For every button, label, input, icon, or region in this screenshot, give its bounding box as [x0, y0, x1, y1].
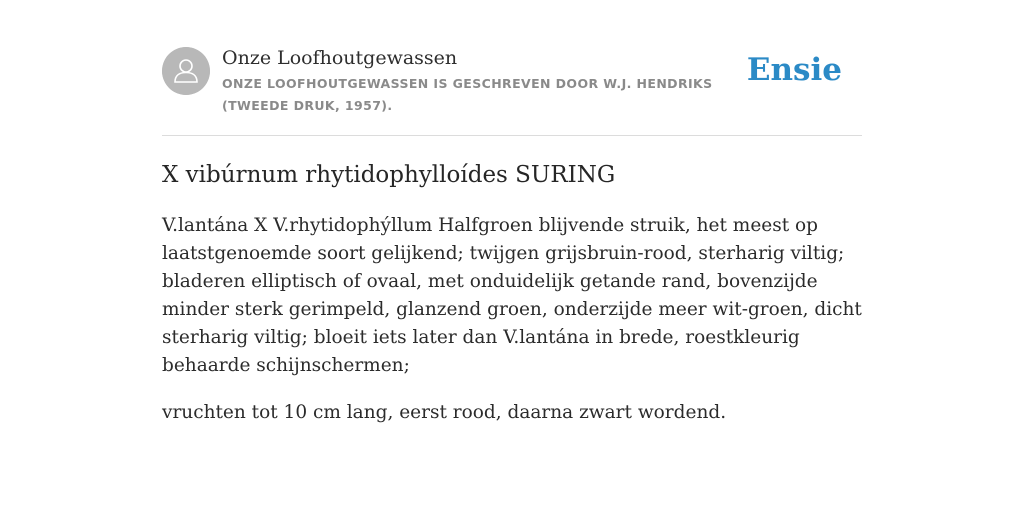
ensie-logo-link[interactable]: Ensie — [746, 52, 842, 88]
user-silhouette-icon — [162, 47, 210, 95]
article-body — [162, 212, 868, 446]
source-title[interactable]: Onze Loofhoutgewassen — [222, 47, 458, 69]
source-subtitle: ONZE LOOFHOUTGEWASSEN IS GESCHREVEN DOOR W.J. HENDRIKS (TWEEDE DRUK, 1957). — [222, 76, 713, 113]
article-paragraph: V.lantána X V.rhytidophýllum Halfgroen blijvende struik, het meest op laatstgenoemde soort gelijkend; twijgen grijsbruin-rood, sterharig viltig; bladeren elliptisch of ovaal, met onduidelijk getande rand, bovenzijde minder sterk gerimpeld, glanzend groen, onderzijde meer wit-groen, dicht sterharig viltig; bloeit iets later dan V.lantána in brede, roestkleurig behaarde schijnschermen; — [162, 215, 862, 376]
article-paragraph: vruchten tot 10 cm lang, eerst rood, daarna zwart wordend. — [162, 402, 727, 423]
source-header — [162, 46, 862, 136]
article-title: X vibúrnum rhytidophylloídes SURING — [162, 162, 616, 188]
